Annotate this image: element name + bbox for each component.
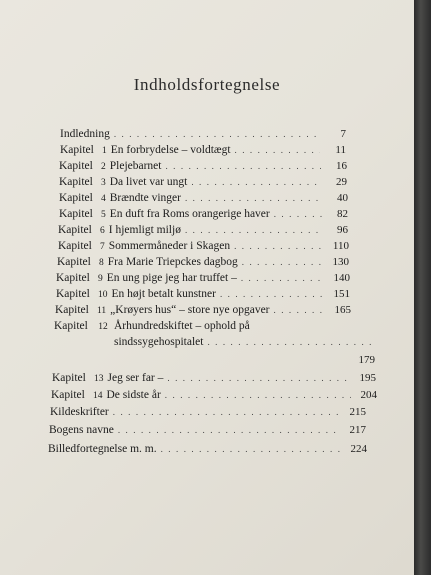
toc-entry: [50, 406, 366, 421]
chapter-label: Kapitel: [57, 256, 91, 268]
chapter-number: 4: [101, 194, 106, 204]
page-number: 96: [337, 224, 348, 236]
toc-entry: [48, 443, 367, 458]
leader-dots: [185, 193, 322, 203]
toc-entry: [56, 288, 350, 303]
chapter-label: Kapitel: [56, 272, 90, 284]
chapter-title: Jeg ser far –: [107, 372, 164, 384]
leader-dots: [241, 273, 324, 283]
chapter-title: I hjemligt miljø: [108, 224, 181, 236]
toc-entry: [57, 256, 349, 271]
chapter-title: „Krøyers hus“ – store nye opgaver: [110, 304, 270, 316]
leader-dots: [242, 257, 323, 267]
page-number: 16: [336, 160, 347, 172]
leader-dots: [165, 161, 321, 171]
toc-entry-page: [353, 354, 377, 369]
leader-dots: [118, 425, 340, 435]
chapter-title: En duft fra Roms orangerige haver: [109, 208, 270, 220]
chapter-number: 13: [94, 374, 104, 384]
toc-entry: [59, 176, 347, 191]
chapter-number: 14: [93, 391, 103, 401]
toc-entry: [54, 320, 354, 335]
chapter-label: Kapitel: [59, 208, 93, 220]
chapter-number: 5: [101, 210, 106, 220]
leader-dots: [235, 145, 320, 155]
adjacent-page-edge: [414, 0, 431, 575]
leader-dots: [161, 444, 341, 454]
leader-dots: [165, 390, 351, 400]
chapter-label: Kapitel: [54, 320, 88, 332]
chapter-title: En forbrydelse – voldtægt: [110, 144, 231, 156]
toc-entry: [59, 160, 347, 175]
chapter-label: Kapitel: [59, 192, 93, 204]
chapter-number: 8: [99, 258, 104, 268]
leader-dots: [185, 225, 322, 235]
toc-entry: [52, 372, 376, 387]
chapter-title: Plejebarnet: [109, 160, 162, 172]
page-title: Indholdsfortegnelse: [133, 75, 281, 94]
leader-dots: [191, 177, 321, 187]
chapter-title: En højt betalt kunstner: [111, 288, 216, 300]
chapter-title: Da livet var ungt: [109, 176, 188, 188]
page-number: 224: [350, 443, 367, 455]
leader-dots: [113, 407, 340, 417]
page-number: 179: [358, 354, 375, 366]
chapter-number: 12: [98, 322, 108, 332]
toc-entry: [59, 192, 348, 207]
entry-label: Indledning: [60, 128, 110, 140]
chapter-number: 7: [100, 242, 105, 252]
chapter-label: Kapitel: [55, 304, 89, 316]
chapter-number: 10: [98, 290, 108, 300]
chapter-label: Kapitel: [56, 288, 90, 300]
leader-dots: [274, 209, 322, 219]
page-number: 204: [360, 389, 377, 401]
toc-entry: [58, 224, 348, 239]
page-number: 151: [333, 288, 350, 300]
chapter-label: Kapitel: [51, 389, 85, 401]
chapter-title: En ung pige jeg har truffet –: [106, 272, 237, 284]
leader-dots: [207, 337, 372, 347]
page-number: 82: [337, 208, 348, 220]
chapter-label: Kapitel: [59, 176, 93, 188]
chapter-label: Kapitel: [58, 240, 92, 252]
leader-dots: [220, 289, 324, 299]
chapter-label: Kapitel: [58, 224, 92, 236]
page-number: 40: [337, 192, 348, 204]
page-number: 195: [359, 372, 376, 384]
toc-entry: [55, 304, 351, 319]
page-number: 110: [332, 240, 349, 252]
toc-entry-continuation: [114, 336, 376, 351]
chapter-title: Brændte vinger: [109, 192, 181, 204]
toc-entry: [51, 389, 377, 404]
chapter-label: Kapitel: [52, 372, 86, 384]
page-number: 29: [336, 176, 347, 188]
leader-dots: [274, 305, 325, 315]
chapter-title: Sommermåneder i Skagen: [108, 240, 231, 252]
page-number: 215: [349, 406, 366, 418]
chapter-title: Fra Marie Triepckes dagbog: [107, 256, 238, 268]
toc-entry: [59, 208, 348, 223]
chapter-label: Kapitel: [59, 160, 93, 172]
toc-entry: [56, 272, 350, 287]
chapter-number: 3: [101, 178, 106, 188]
chapter-number: 9: [98, 274, 103, 284]
toc-entry: [49, 424, 366, 439]
chapter-title-continued: sindssygehospitalet: [114, 336, 204, 348]
page-number: 217: [349, 424, 366, 436]
toc-entry: [58, 240, 349, 255]
page-number: 140: [333, 272, 350, 284]
entry-label: Kildeskrifter: [50, 406, 109, 418]
chapter-title: Århundredskiftet – ophold på: [114, 320, 250, 332]
page-number: 130: [332, 256, 349, 268]
leader-dots: [234, 241, 323, 251]
chapter-number: 1: [102, 146, 107, 156]
page-number: 165: [334, 304, 351, 316]
toc-entry: [60, 144, 346, 159]
entry-label: Billedfortegnelse m. m.: [48, 443, 157, 455]
chapter-number: 2: [101, 162, 106, 172]
chapter-number: 11: [97, 306, 107, 316]
entry-label: Bogens navne: [49, 424, 114, 436]
page-number: 11: [335, 144, 346, 156]
page-number: 7: [340, 128, 346, 140]
leader-dots: [167, 373, 350, 383]
chapter-label: Kapitel: [60, 144, 94, 156]
chapter-title: De sidste år: [106, 389, 161, 401]
toc-entry: [60, 128, 346, 143]
chapter-number: 6: [100, 226, 105, 236]
leader-dots: [114, 129, 320, 139]
